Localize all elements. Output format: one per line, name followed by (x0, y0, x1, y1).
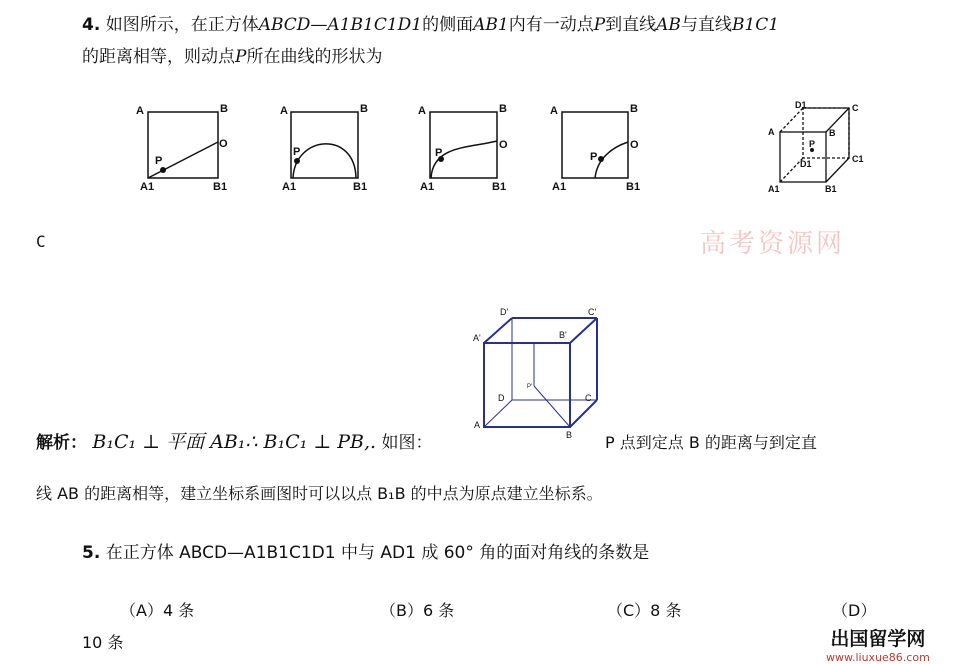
fig-d-label-b1: B1 (626, 181, 641, 193)
q4-point-2: P (235, 47, 247, 67)
fig-d-label-b: B (630, 103, 638, 115)
fig-a-label-b1: B1 (213, 181, 228, 193)
fig-c-label-p: P (435, 147, 443, 159)
q4-text-c: 内有一动点 (508, 15, 594, 35)
q5-option-d-wrap: 10 条 (82, 633, 124, 652)
figure-b (280, 103, 368, 193)
cube-a-label-cp: C' (588, 307, 597, 317)
analysis-label: 解析： (36, 433, 87, 453)
q5-option-a: （A）4 条 (120, 601, 195, 620)
q4-face: AB1 (473, 15, 509, 35)
cube-a-label-dp: D' (500, 307, 509, 317)
cube-a-label-c: C (585, 393, 592, 403)
fig-d-label-o: O (630, 139, 639, 151)
q5-option-c: （C）8 条 (607, 601, 682, 620)
fig-c-label-b: B (499, 103, 507, 115)
fig-a-label-o: O (219, 138, 228, 150)
fig-c-label-o: O (499, 139, 508, 151)
q4-text-e: 与直线 (680, 15, 732, 35)
cube-figure-small (768, 100, 864, 194)
cube-a-label-pp: P' (527, 384, 533, 390)
cube-a-label-ap: A' (473, 333, 481, 343)
fig-d-label-p: P (590, 151, 598, 163)
cube-a-label-b: B (566, 430, 573, 440)
q4-text-b: 的侧面 (422, 15, 474, 35)
cube-a-label-d: D (498, 393, 505, 403)
fig-a-label-a1: A1 (140, 181, 155, 193)
cube-s-label-c: C (852, 103, 859, 113)
fig-b-label-b: B (360, 103, 368, 115)
analysis-line2: 线 AB 的距离相等，建立坐标系画图时可以以点 B₁B 的中点为原点建立坐标系。 (36, 484, 603, 503)
cube-s-label-b1: B1 (825, 184, 837, 194)
cube-s-label-a1: A1 (768, 184, 780, 194)
q5-option-d: （D） (832, 601, 877, 620)
fig-a-label-p: P (155, 155, 163, 167)
cube-s-label-p: P (809, 139, 816, 149)
figure-a (136, 103, 228, 193)
q4-text-a: 如图所示，在正方体 (105, 15, 259, 35)
analysis-as-fig: 如图： (381, 433, 433, 453)
q4-text-f: 的距离相等，则动点 (82, 47, 235, 67)
fig-d-label-a1: A1 (552, 181, 567, 193)
cube-s-label-c1: C1 (852, 154, 864, 164)
q5-text: 在正方体 ABCD—A1B1C1D1 中与 AD1 成 60° 角的面对角线的条数是 (105, 543, 650, 563)
q4-text-d: 到直线 (605, 15, 657, 35)
site-logo (826, 624, 930, 664)
fig-b-label-a: A (280, 105, 288, 117)
q4-text-g: 所在曲线的形状为 (246, 47, 383, 67)
q4-cube-name: ABCD—A1B1C1D1 (258, 15, 423, 35)
cube-a-label-bp: B' (559, 330, 567, 340)
cube-s-label-b: B (829, 128, 836, 138)
cube-s-label-d: D1 (800, 159, 812, 169)
q4-line-b1c1: B1C1 (731, 15, 780, 35)
cube-s-label-d1: D1 (795, 100, 807, 110)
analysis-line1 (36, 427, 432, 454)
cube-figure-analysis (484, 318, 597, 427)
fig-b-label-b1: B1 (353, 181, 368, 193)
fig-b-label-p: P (293, 146, 301, 158)
analysis-after-fig: P 点到定点 B 的距离与到定直 (605, 433, 817, 452)
fig-d-label-a: A (550, 105, 558, 117)
figure-d (550, 103, 640, 193)
q4-number: 4. (82, 15, 101, 35)
q5-option-b: （B）6 条 (380, 601, 455, 620)
logo-text: 出国留学网 (830, 628, 926, 650)
cube-s-label-a: A (768, 127, 775, 137)
q5-number: 5. (82, 543, 101, 563)
fig-c-label-a: A (418, 105, 426, 117)
fig-c-label-b1: B1 (492, 181, 507, 193)
analysis-formula: B₁C₁ ⊥ 平面 AB₁∴ B₁C₁ ⊥ PB,. (92, 431, 377, 453)
cube-a-label-a: A (474, 420, 481, 430)
fig-c-label-a1: A1 (420, 181, 435, 193)
q4-point: P (593, 15, 606, 35)
watermark-text: 高考资源网 (700, 229, 846, 259)
fig-a-label-b: B (220, 103, 228, 115)
q4-line-ab: AB (656, 15, 681, 35)
fig-a-label-a: A (136, 105, 144, 117)
fig-b-label-a1: A1 (282, 181, 297, 193)
q5-line (82, 538, 649, 563)
figure-c (418, 103, 508, 193)
logo-url: www.liuxue86.com (826, 651, 930, 664)
q4-answer: C (36, 232, 46, 251)
